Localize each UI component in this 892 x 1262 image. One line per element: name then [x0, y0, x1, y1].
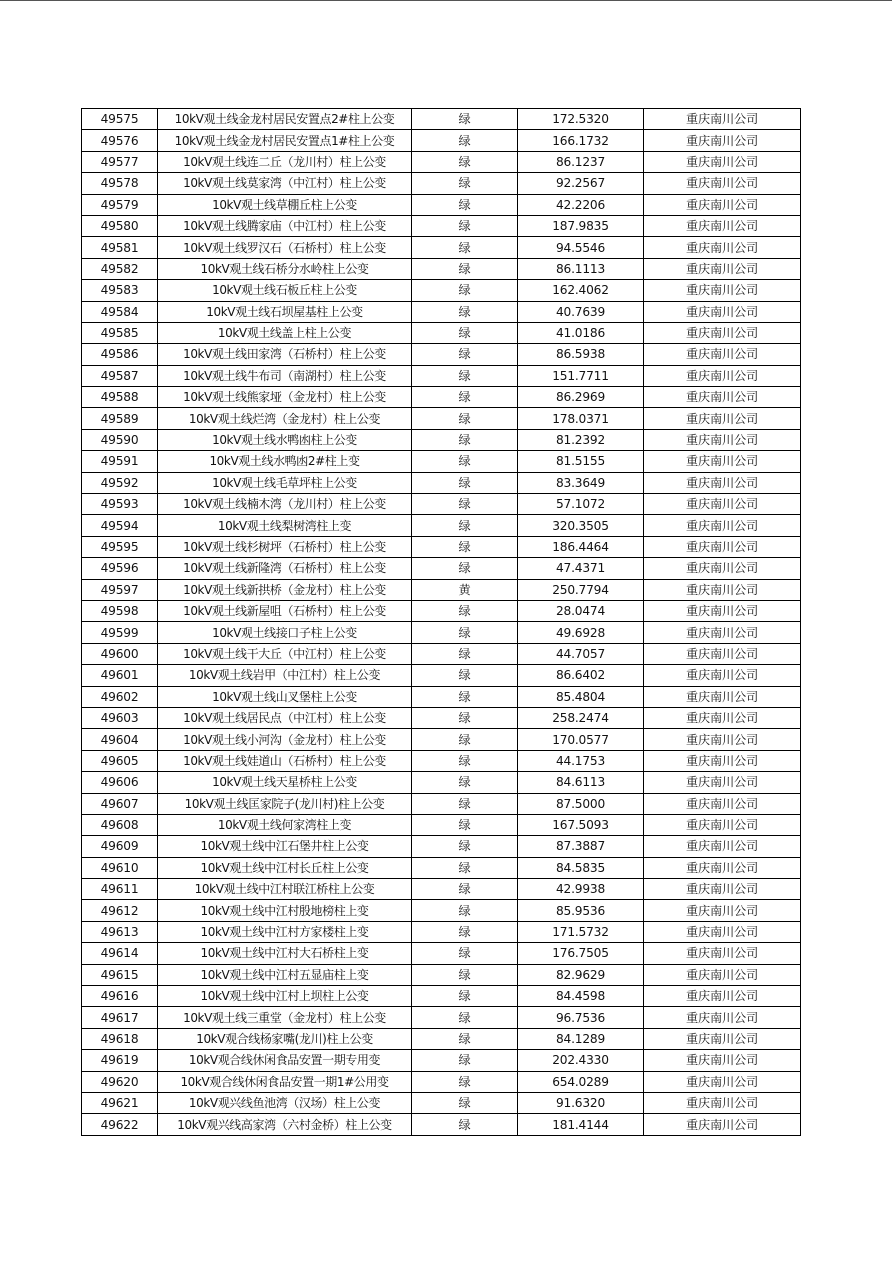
company-cell: 重庆南川公司 [644, 836, 801, 857]
status-color-cell: 绿 [412, 943, 518, 964]
table-row [82, 686, 801, 707]
load-value-cell: 42.2206 [518, 194, 644, 215]
transformer-name-cell: 10kV观土线岩甲（中江村）柱上公变 [158, 665, 412, 686]
status-color-cell: 绿 [412, 622, 518, 643]
status-color-cell: 绿 [412, 600, 518, 621]
load-value-cell: 250.7794 [518, 579, 644, 600]
table-row [82, 643, 801, 664]
load-value-cell: 86.1237 [518, 151, 644, 172]
load-value-cell: 87.3887 [518, 836, 644, 857]
table-row [82, 151, 801, 172]
company-cell: 重庆南川公司 [644, 322, 801, 343]
status-color-cell: 绿 [412, 173, 518, 194]
load-value-cell: 49.6928 [518, 622, 644, 643]
row-id-cell: 49589 [82, 408, 158, 429]
table-row [82, 280, 801, 301]
load-value-cell: 181.4144 [518, 1114, 644, 1135]
company-cell: 重庆南川公司 [644, 772, 801, 793]
table-row [82, 387, 801, 408]
table-row [82, 408, 801, 429]
row-id-cell: 49616 [82, 986, 158, 1007]
transformer-name-cell: 10kV观土线中江村大石桥柱上变 [158, 943, 412, 964]
transformer-name-cell: 10kV观土线中江村联江桥柱上公变 [158, 879, 412, 900]
status-color-cell: 绿 [412, 1071, 518, 1092]
status-color-cell: 绿 [412, 921, 518, 942]
load-value-cell: 166.1732 [518, 130, 644, 151]
status-color-cell: 绿 [412, 301, 518, 322]
load-value-cell: 170.0577 [518, 729, 644, 750]
load-value-cell: 167.5093 [518, 814, 644, 835]
table-row [82, 194, 801, 215]
load-value-cell: 86.1113 [518, 258, 644, 279]
transformer-name-cell: 10kV观土线金龙村居民安置点1#柱上公变 [158, 130, 412, 151]
row-id-cell: 49621 [82, 1092, 158, 1113]
row-id-cell: 49586 [82, 344, 158, 365]
status-color-cell: 绿 [412, 109, 518, 130]
transformer-name-cell: 10kV观土线匡家院子(龙川村)柱上公变 [158, 793, 412, 814]
load-value-cell: 84.6113 [518, 772, 644, 793]
transformer-name-cell: 10kV观土线罗汉石（石桥村）柱上公变 [158, 237, 412, 258]
table-row [82, 793, 801, 814]
table-row [82, 173, 801, 194]
status-color-cell: 绿 [412, 472, 518, 493]
table-row [82, 109, 801, 130]
company-cell: 重庆南川公司 [644, 387, 801, 408]
company-cell: 重庆南川公司 [644, 686, 801, 707]
table-body [82, 109, 801, 1136]
load-value-cell: 654.0289 [518, 1071, 644, 1092]
table-row [82, 301, 801, 322]
load-value-cell: 84.1289 [518, 1028, 644, 1049]
transformer-name-cell: 10kV观土线天星桥柱上公变 [158, 772, 412, 793]
table-row [82, 258, 801, 279]
status-color-cell: 绿 [412, 536, 518, 557]
transformer-name-cell: 10kV观土线新隆湾（石桥村）柱上公变 [158, 558, 412, 579]
transformer-name-cell: 10kV观土线中江村五显庙柱上变 [158, 964, 412, 985]
company-cell: 重庆南川公司 [644, 429, 801, 450]
load-value-cell: 320.3505 [518, 515, 644, 536]
status-color-cell: 绿 [412, 429, 518, 450]
table-row [82, 964, 801, 985]
company-cell: 重庆南川公司 [644, 365, 801, 386]
transformer-name-cell: 10kV观土线石坝屋基柱上公变 [158, 301, 412, 322]
row-id-cell: 49596 [82, 558, 158, 579]
load-value-cell: 47.4371 [518, 558, 644, 579]
transformer-name-cell: 10kV观土线干大丘（中江村）柱上公变 [158, 643, 412, 664]
transformer-name-cell: 10kV观土线杉树坪（石桥村）柱上公变 [158, 536, 412, 557]
company-cell: 重庆南川公司 [644, 729, 801, 750]
status-color-cell: 绿 [412, 1028, 518, 1049]
row-id-cell: 49606 [82, 772, 158, 793]
status-color-cell: 绿 [412, 130, 518, 151]
transformer-name-cell: 10kV观土线石桥分水岭柱上公变 [158, 258, 412, 279]
load-value-cell: 91.6320 [518, 1092, 644, 1113]
transformer-name-cell: 10kV观土线娃道山（石桥村）柱上公变 [158, 750, 412, 771]
load-value-cell: 84.5835 [518, 857, 644, 878]
company-cell: 重庆南川公司 [644, 600, 801, 621]
company-cell: 重庆南川公司 [644, 408, 801, 429]
row-id-cell: 49584 [82, 301, 158, 322]
table-row [82, 772, 801, 793]
status-color-cell: 绿 [412, 387, 518, 408]
table-row [82, 429, 801, 450]
table-row [82, 472, 801, 493]
company-cell: 重庆南川公司 [644, 472, 801, 493]
row-id-cell: 49609 [82, 836, 158, 857]
row-id-cell: 49614 [82, 943, 158, 964]
company-cell: 重庆南川公司 [644, 579, 801, 600]
table-row [82, 558, 801, 579]
status-color-cell: 绿 [412, 1007, 518, 1028]
row-id-cell: 49582 [82, 258, 158, 279]
page-top-border [0, 0, 892, 1]
status-color-cell: 绿 [412, 729, 518, 750]
load-value-cell: 57.1072 [518, 494, 644, 515]
transformer-name-cell: 10kV观土线三重堂（金龙村）柱上公变 [158, 1007, 412, 1028]
row-id-cell: 49578 [82, 173, 158, 194]
company-cell: 重庆南川公司 [644, 986, 801, 1007]
transformer-name-cell: 10kV观土线烂湾（金龙村）柱上公变 [158, 408, 412, 429]
row-id-cell: 49577 [82, 151, 158, 172]
load-value-cell: 44.7057 [518, 643, 644, 664]
transformer-name-cell: 10kV观土线水鸭凼柱上公变 [158, 429, 412, 450]
company-cell: 重庆南川公司 [644, 921, 801, 942]
transformer-name-cell: 10kV观土线草棚丘柱上公变 [158, 194, 412, 215]
company-cell: 重庆南川公司 [644, 494, 801, 515]
table-row [82, 1092, 801, 1113]
company-cell: 重庆南川公司 [644, 280, 801, 301]
table-row [82, 707, 801, 728]
company-cell: 重庆南川公司 [644, 109, 801, 130]
company-cell: 重庆南川公司 [644, 643, 801, 664]
table-row [82, 1028, 801, 1049]
transformer-name-cell: 10kV观土线腾家庙（中江村）柱上公变 [158, 215, 412, 236]
row-id-cell: 49594 [82, 515, 158, 536]
company-cell: 重庆南川公司 [644, 1007, 801, 1028]
company-cell: 重庆南川公司 [644, 750, 801, 771]
status-color-cell: 绿 [412, 814, 518, 835]
table-row [82, 451, 801, 472]
table-row [82, 322, 801, 343]
row-id-cell: 49575 [82, 109, 158, 130]
load-value-cell: 178.0371 [518, 408, 644, 429]
status-color-cell: 黄 [412, 579, 518, 600]
company-cell: 重庆南川公司 [644, 451, 801, 472]
row-id-cell: 49620 [82, 1071, 158, 1092]
load-value-cell: 40.7639 [518, 301, 644, 322]
company-cell: 重庆南川公司 [644, 258, 801, 279]
transformer-name-cell: 10kV观合线休闲食品安置一期1#公用变 [158, 1071, 412, 1092]
company-cell: 重庆南川公司 [644, 814, 801, 835]
load-value-cell: 84.4598 [518, 986, 644, 1007]
company-cell: 重庆南川公司 [644, 173, 801, 194]
table-row [82, 515, 801, 536]
company-cell: 重庆南川公司 [644, 900, 801, 921]
table-row [82, 1007, 801, 1028]
transformer-name-cell: 10kV观合线杨家嘴(龙川)柱上公变 [158, 1028, 412, 1049]
company-cell: 重庆南川公司 [644, 237, 801, 258]
row-id-cell: 49622 [82, 1114, 158, 1135]
status-color-cell: 绿 [412, 365, 518, 386]
load-value-cell: 82.9629 [518, 964, 644, 985]
load-value-cell: 42.9938 [518, 879, 644, 900]
company-cell: 重庆南川公司 [644, 964, 801, 985]
company-cell: 重庆南川公司 [644, 665, 801, 686]
status-color-cell: 绿 [412, 494, 518, 515]
transformer-name-cell: 10kV观土线中江村殷地榜柱上变 [158, 900, 412, 921]
table-row [82, 130, 801, 151]
table-row [82, 943, 801, 964]
transformer-name-cell: 10kV观土线新拱桥（金龙村）柱上公变 [158, 579, 412, 600]
row-id-cell: 49605 [82, 750, 158, 771]
row-id-cell: 49602 [82, 686, 158, 707]
status-color-cell: 绿 [412, 1050, 518, 1071]
row-id-cell: 49593 [82, 494, 158, 515]
table-row [82, 600, 801, 621]
load-value-cell: 44.1753 [518, 750, 644, 771]
status-color-cell: 绿 [412, 879, 518, 900]
company-cell: 重庆南川公司 [644, 1071, 801, 1092]
table-row [82, 921, 801, 942]
status-color-cell: 绿 [412, 793, 518, 814]
transformer-name-cell: 10kV观土线接口子柱上公变 [158, 622, 412, 643]
table-row [82, 215, 801, 236]
row-id-cell: 49610 [82, 857, 158, 878]
status-color-cell: 绿 [412, 686, 518, 707]
table-row [82, 579, 801, 600]
transformer-name-cell: 10kV观土线居民点（中江村）柱上公变 [158, 707, 412, 728]
status-color-cell: 绿 [412, 643, 518, 664]
table-row [82, 857, 801, 878]
company-cell: 重庆南川公司 [644, 943, 801, 964]
row-id-cell: 49598 [82, 600, 158, 621]
row-id-cell: 49591 [82, 451, 158, 472]
row-id-cell: 49590 [82, 429, 158, 450]
transformer-name-cell: 10kV观合线休闲食品安置一期专用变 [158, 1050, 412, 1071]
transformer-name-cell: 10kV观土线石板丘柱上公变 [158, 280, 412, 301]
transformer-name-cell: 10kV观土线熊家垭（金龙村）柱上公变 [158, 387, 412, 408]
status-color-cell: 绿 [412, 665, 518, 686]
company-cell: 重庆南川公司 [644, 622, 801, 643]
row-id-cell: 49604 [82, 729, 158, 750]
row-id-cell: 49619 [82, 1050, 158, 1071]
status-color-cell: 绿 [412, 451, 518, 472]
status-color-cell: 绿 [412, 986, 518, 1007]
status-color-cell: 绿 [412, 772, 518, 793]
row-id-cell: 49612 [82, 900, 158, 921]
table-row [82, 836, 801, 857]
load-value-cell: 202.4330 [518, 1050, 644, 1071]
transformer-table [81, 108, 801, 1136]
company-cell: 重庆南川公司 [644, 1028, 801, 1049]
company-cell: 重庆南川公司 [644, 536, 801, 557]
transformer-name-cell: 10kV观土线何家湾柱上变 [158, 814, 412, 835]
company-cell: 重庆南川公司 [644, 879, 801, 900]
load-value-cell: 41.0186 [518, 322, 644, 343]
row-id-cell: 49615 [82, 964, 158, 985]
status-color-cell: 绿 [412, 1114, 518, 1135]
company-cell: 重庆南川公司 [644, 793, 801, 814]
transformer-name-cell: 10kV观土线中江石堡井柱上公变 [158, 836, 412, 857]
status-color-cell: 绿 [412, 964, 518, 985]
row-id-cell: 49608 [82, 814, 158, 835]
load-value-cell: 81.2392 [518, 429, 644, 450]
status-color-cell: 绿 [412, 408, 518, 429]
transformer-name-cell: 10kV观土线毛草坪柱上公变 [158, 472, 412, 493]
transformer-name-cell: 10kV观兴线鱼池湾（汉场）柱上公变 [158, 1092, 412, 1113]
status-color-cell: 绿 [412, 322, 518, 343]
table-row [82, 237, 801, 258]
company-cell: 重庆南川公司 [644, 130, 801, 151]
status-color-cell: 绿 [412, 1092, 518, 1113]
row-id-cell: 49581 [82, 237, 158, 258]
status-color-cell: 绿 [412, 258, 518, 279]
transformer-name-cell: 10kV观土线牛布司（南湖村）柱上公变 [158, 365, 412, 386]
status-color-cell: 绿 [412, 857, 518, 878]
transformer-name-cell: 10kV观土线梨树湾柱上变 [158, 515, 412, 536]
row-id-cell: 49613 [82, 921, 158, 942]
company-cell: 重庆南川公司 [644, 215, 801, 236]
status-color-cell: 绿 [412, 515, 518, 536]
transformer-name-cell: 10kV观土线中江村长丘柱上公变 [158, 857, 412, 878]
status-color-cell: 绿 [412, 750, 518, 771]
load-value-cell: 96.7536 [518, 1007, 644, 1028]
table-row [82, 900, 801, 921]
table-row [82, 814, 801, 835]
transformer-name-cell: 10kV观土线中江村上坝柱上公变 [158, 986, 412, 1007]
row-id-cell: 49592 [82, 472, 158, 493]
row-id-cell: 49576 [82, 130, 158, 151]
transformer-name-cell: 10kV观土线楠木湾（龙川村）柱上公变 [158, 494, 412, 515]
transformer-name-cell: 10kV观土线中江村方家楼柱上变 [158, 921, 412, 942]
transformer-name-cell: 10kV观土线金龙村居民安置点2#柱上公变 [158, 109, 412, 130]
table-row [82, 665, 801, 686]
row-id-cell: 49585 [82, 322, 158, 343]
load-value-cell: 86.5938 [518, 344, 644, 365]
status-color-cell: 绿 [412, 558, 518, 579]
transformer-name-cell: 10kV观土线水鸭凼2#柱上变 [158, 451, 412, 472]
row-id-cell: 49587 [82, 365, 158, 386]
row-id-cell: 49579 [82, 194, 158, 215]
company-cell: 重庆南川公司 [644, 558, 801, 579]
transformer-name-cell: 10kV观土线田家湾（石桥村）柱上公变 [158, 344, 412, 365]
row-id-cell: 49611 [82, 879, 158, 900]
load-value-cell: 172.5320 [518, 109, 644, 130]
load-value-cell: 151.7711 [518, 365, 644, 386]
transformer-name-cell: 10kV观土线山叉堡柱上公变 [158, 686, 412, 707]
row-id-cell: 49597 [82, 579, 158, 600]
table-row [82, 536, 801, 557]
load-value-cell: 28.0474 [518, 600, 644, 621]
load-value-cell: 162.4062 [518, 280, 644, 301]
company-cell: 重庆南川公司 [644, 1114, 801, 1135]
status-color-cell: 绿 [412, 836, 518, 857]
row-id-cell: 49617 [82, 1007, 158, 1028]
load-value-cell: 186.4464 [518, 536, 644, 557]
row-id-cell: 49599 [82, 622, 158, 643]
transformer-name-cell: 10kV观土线新屋咀（石桥村）柱上公变 [158, 600, 412, 621]
company-cell: 重庆南川公司 [644, 707, 801, 728]
load-value-cell: 94.5546 [518, 237, 644, 258]
table-row [82, 1050, 801, 1071]
status-color-cell: 绿 [412, 237, 518, 258]
status-color-cell: 绿 [412, 280, 518, 301]
company-cell: 重庆南川公司 [644, 1050, 801, 1071]
row-id-cell: 49618 [82, 1028, 158, 1049]
row-id-cell: 49595 [82, 536, 158, 557]
row-id-cell: 49600 [82, 643, 158, 664]
company-cell: 重庆南川公司 [644, 344, 801, 365]
status-color-cell: 绿 [412, 900, 518, 921]
load-value-cell: 86.6402 [518, 665, 644, 686]
table-row [82, 622, 801, 643]
company-cell: 重庆南川公司 [644, 1092, 801, 1113]
company-cell: 重庆南川公司 [644, 194, 801, 215]
load-value-cell: 87.5000 [518, 793, 644, 814]
table-row [82, 365, 801, 386]
status-color-cell: 绿 [412, 151, 518, 172]
transformer-name-cell: 10kV观土线莫家湾（中江村）柱上公变 [158, 173, 412, 194]
load-value-cell: 83.3649 [518, 472, 644, 493]
table-row [82, 986, 801, 1007]
row-id-cell: 49603 [82, 707, 158, 728]
transformer-name-cell: 10kV观土线盖上柱上公变 [158, 322, 412, 343]
status-color-cell: 绿 [412, 707, 518, 728]
load-value-cell: 85.9536 [518, 900, 644, 921]
company-cell: 重庆南川公司 [644, 151, 801, 172]
load-value-cell: 171.5732 [518, 921, 644, 942]
transformer-name-cell: 10kV观兴线高家湾（六村金桥）柱上公变 [158, 1114, 412, 1135]
load-value-cell: 86.2969 [518, 387, 644, 408]
status-color-cell: 绿 [412, 215, 518, 236]
load-value-cell: 81.5155 [518, 451, 644, 472]
company-cell: 重庆南川公司 [644, 857, 801, 878]
table-row [82, 1114, 801, 1135]
status-color-cell: 绿 [412, 194, 518, 215]
row-id-cell: 49607 [82, 793, 158, 814]
table-row [82, 1071, 801, 1092]
company-cell: 重庆南川公司 [644, 301, 801, 322]
row-id-cell: 49588 [82, 387, 158, 408]
table-row [82, 729, 801, 750]
load-value-cell: 258.2474 [518, 707, 644, 728]
company-cell: 重庆南川公司 [644, 515, 801, 536]
transformer-name-cell: 10kV观土线连二丘（龙川村）柱上公变 [158, 151, 412, 172]
load-value-cell: 92.2567 [518, 173, 644, 194]
load-value-cell: 187.9835 [518, 215, 644, 236]
load-value-cell: 85.4804 [518, 686, 644, 707]
row-id-cell: 49583 [82, 280, 158, 301]
row-id-cell: 49580 [82, 215, 158, 236]
transformer-name-cell: 10kV观土线小河沟（金龙村）柱上公变 [158, 729, 412, 750]
table-row [82, 494, 801, 515]
table-row [82, 750, 801, 771]
load-value-cell: 176.7505 [518, 943, 644, 964]
table-row [82, 344, 801, 365]
status-color-cell: 绿 [412, 344, 518, 365]
row-id-cell: 49601 [82, 665, 158, 686]
table-row [82, 879, 801, 900]
